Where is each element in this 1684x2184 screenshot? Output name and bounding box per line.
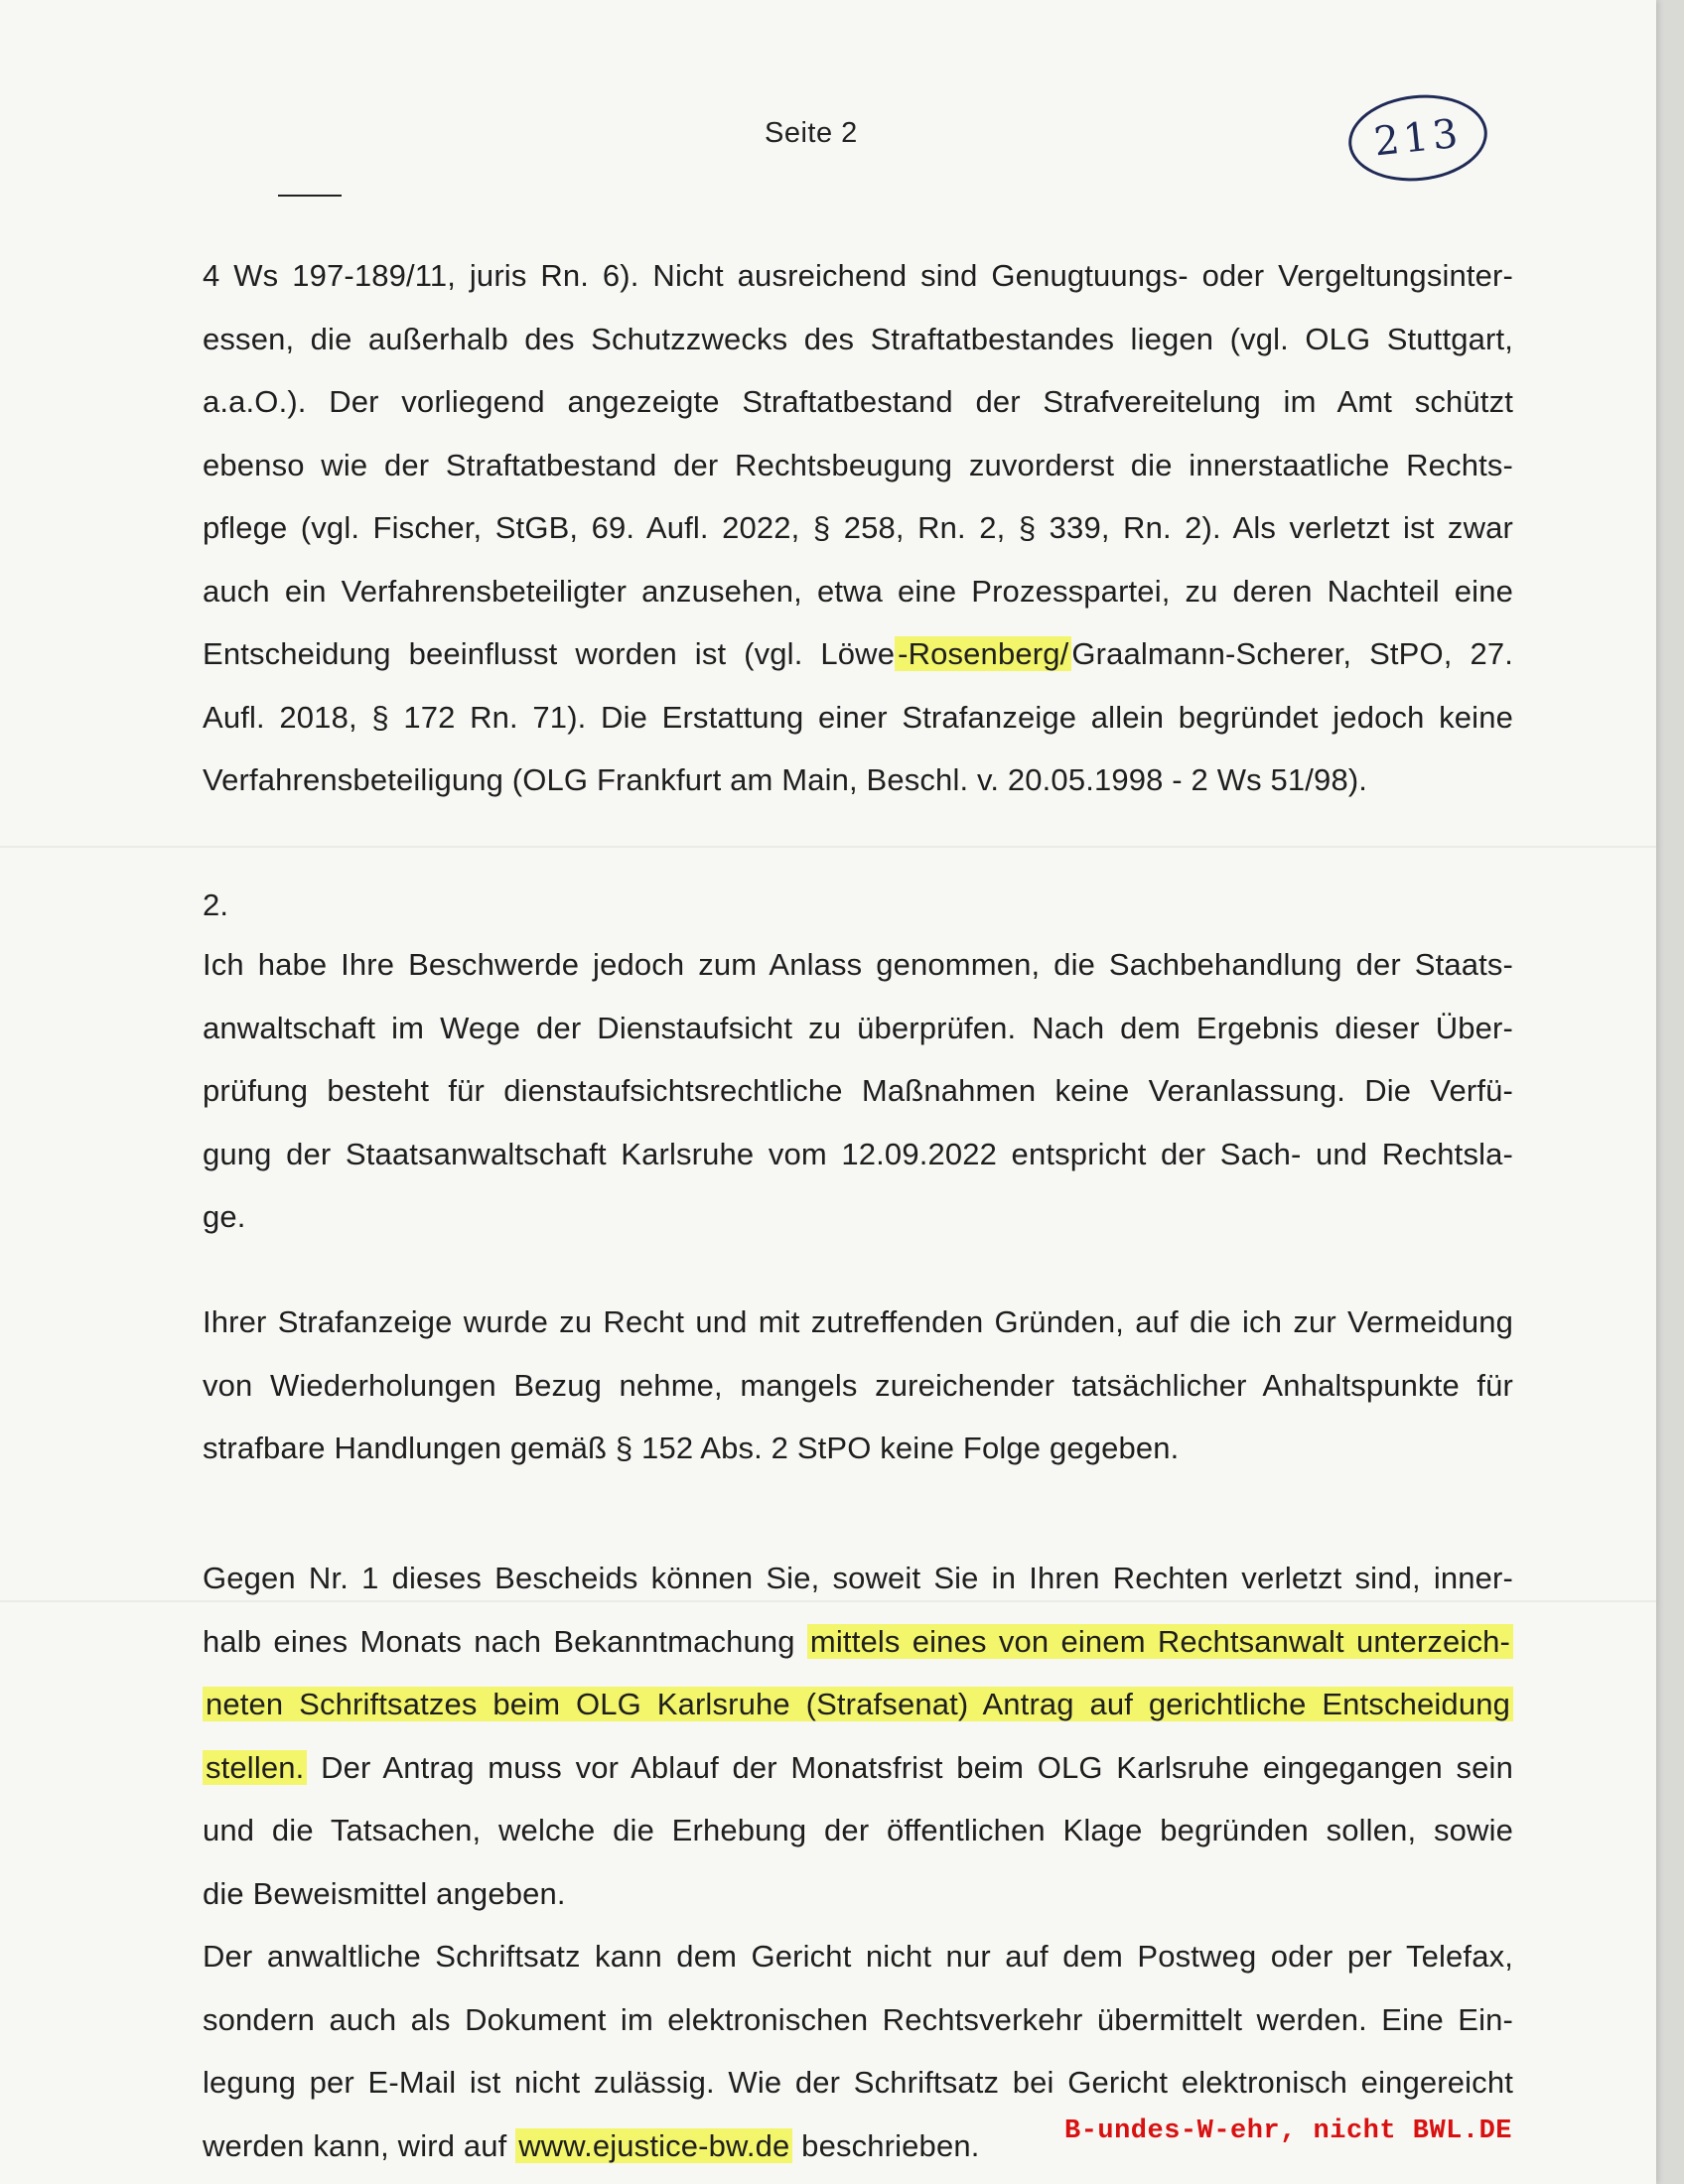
para4-line: sondern auch als Dokument im elektronischen Rechtsverkehr übermittelt werden. Eine Ein-	[203, 2001, 1513, 2037]
para4-line	[203, 1673, 1513, 1736]
paragraph-4-legal-remedy	[203, 1547, 1513, 2177]
para2-line: Ich habe Ihre Beschwerde jedoch zum Anlass genommen, die Sachbehandlung der Staats-	[203, 947, 1513, 982]
paper-fold-line	[0, 846, 1656, 848]
section-number-label: 2.	[203, 887, 229, 922]
section-number	[203, 874, 1513, 937]
paragraph-3	[203, 1291, 1513, 1480]
para1-line: Aufl. 2018, § 172 Rn. 71). Die Erstattung einer Strafanzeige allein begründet jedoch keine	[203, 699, 1513, 735]
para2-line: ge.	[203, 1199, 246, 1234]
para4-line: legung per E-Mail ist nicht zulässig. Wie der Schriftsatz bei Gericht elektronisch eingereicht	[203, 2065, 1513, 2100]
para3-line: Ihrer Strafanzeige wurde zu Recht und mit zutreffenden Gründen, auf die ich zur Vermeidung	[203, 1304, 1513, 1339]
margin-dash	[278, 195, 342, 197]
para4-line	[203, 1736, 1513, 1800]
text-run: beschrieben.	[792, 2127, 980, 2163]
para2-line: anwaltschaft im Wege der Dienstaufsicht zu überprüfen. Nach dem Ergebnis dieser Über-	[203, 1010, 1513, 1045]
page-number: Seite 2	[765, 117, 858, 149]
para1-line: ebenso wie der Straftatbestand der Rechtsbeugung zuvorderst die innerstaatliche Rechts-	[203, 447, 1513, 482]
text-run: Entscheidung beeinflusst worden ist (vgl. Löwe	[203, 636, 896, 671]
highlighted-text: -Rosenberg/	[895, 636, 1071, 671]
text-run: Der Antrag muss vor Ablauf der Monatsfrist beim OLG Karlsruhe eingegangen sein	[307, 1749, 1513, 1785]
para1-line: auch ein Verfahrensbeteiligter anzusehen, etwa eine Prozesspartei, zu deren Nachteil eine	[203, 573, 1513, 609]
para1-line: 4 Ws 197-189/11, juris Rn. 6). Nicht ausreichend sind Genugtuungs- oder Vergeltungsinter-	[203, 258, 1513, 293]
para4-line: Gegen Nr. 1 dieses Bescheids können Sie, soweit Sie in Ihren Rechten verletzt sind, inner-	[203, 1561, 1513, 1595]
para2-line: prüfung besteht für dienstaufsichtsrechtliche Maßnahmen keine Veranlassung. Die Verfü-	[203, 1073, 1513, 1108]
text-run: halb eines Monats nach Bekanntmachung	[203, 1623, 807, 1659]
ejustice-link[interactable]: www.ejustice-bw.de	[515, 2128, 792, 2163]
para1-line: pflege (vgl. Fischer, StGB, 69. Aufl. 2022, § 258, Rn. 2, § 339, Rn. 2). Als verletzt ist zwar	[203, 510, 1513, 545]
para3-line: von Wiederholungen Bezug nehme, mangels zureichender tatsächlicher Anhaltspunkte für	[203, 1367, 1513, 1403]
para4-line: die Beweismittel angeben.	[203, 1875, 566, 1911]
para4-line	[203, 1610, 1513, 1674]
red-annotation-note: B-undes-W-ehr, nicht BWL.DE	[1064, 2116, 1512, 2146]
paragraph-1	[203, 244, 1513, 812]
handwritten-page-stamp: 213	[1344, 88, 1491, 188]
highlighted-text: stellen.	[203, 1750, 307, 1785]
highlighted-text: mittels eines von einem Rechtsanwalt unterzeich-	[807, 1624, 1513, 1659]
para1-line	[203, 622, 1513, 686]
text-run: Graalmann-Scherer, StPO, 27.	[1071, 636, 1513, 671]
para4-line: Der anwaltliche Schriftsatz kann dem Gericht nicht nur auf dem Postweg oder per Telefax,	[203, 1939, 1513, 1974]
para2-line: gung der Staatsanwaltschaft Karlsruhe vom 12.09.2022 entspricht der Sach- und Rechtsla-	[203, 1136, 1513, 1171]
para1-line: Verfahrensbeteiligung (OLG Frankfurt am Main, Beschl. v. 20.05.1998 - 2 Ws 51/98).	[203, 762, 1368, 797]
highlighted-text: neten Schriftsatzes beim OLG Karlsruhe (Strafsenat) Antrag auf gerichtliche Entscheidung	[203, 1687, 1513, 1721]
para3-line: strafbare Handlungen gemäß § 152 Abs. 2 StPO keine Folge gegeben.	[203, 1431, 1180, 1465]
para1-line: essen, die außerhalb des Schutzzwecks des Straftatbestandes liegen (vgl. OLG Stuttgart,	[203, 321, 1513, 356]
text-run: werden kann, wird auf	[203, 2127, 516, 2163]
para4-line: und die Tatsachen, welche die Erhebung der öffentlichen Klage begründen sollen, sowie	[203, 1813, 1513, 1847]
para1-line: a.a.O.). Der vorliegend angezeigte Straftatbestand der Strafvereitelung im Amt schützt	[203, 384, 1513, 419]
paragraph-2	[203, 933, 1513, 1249]
